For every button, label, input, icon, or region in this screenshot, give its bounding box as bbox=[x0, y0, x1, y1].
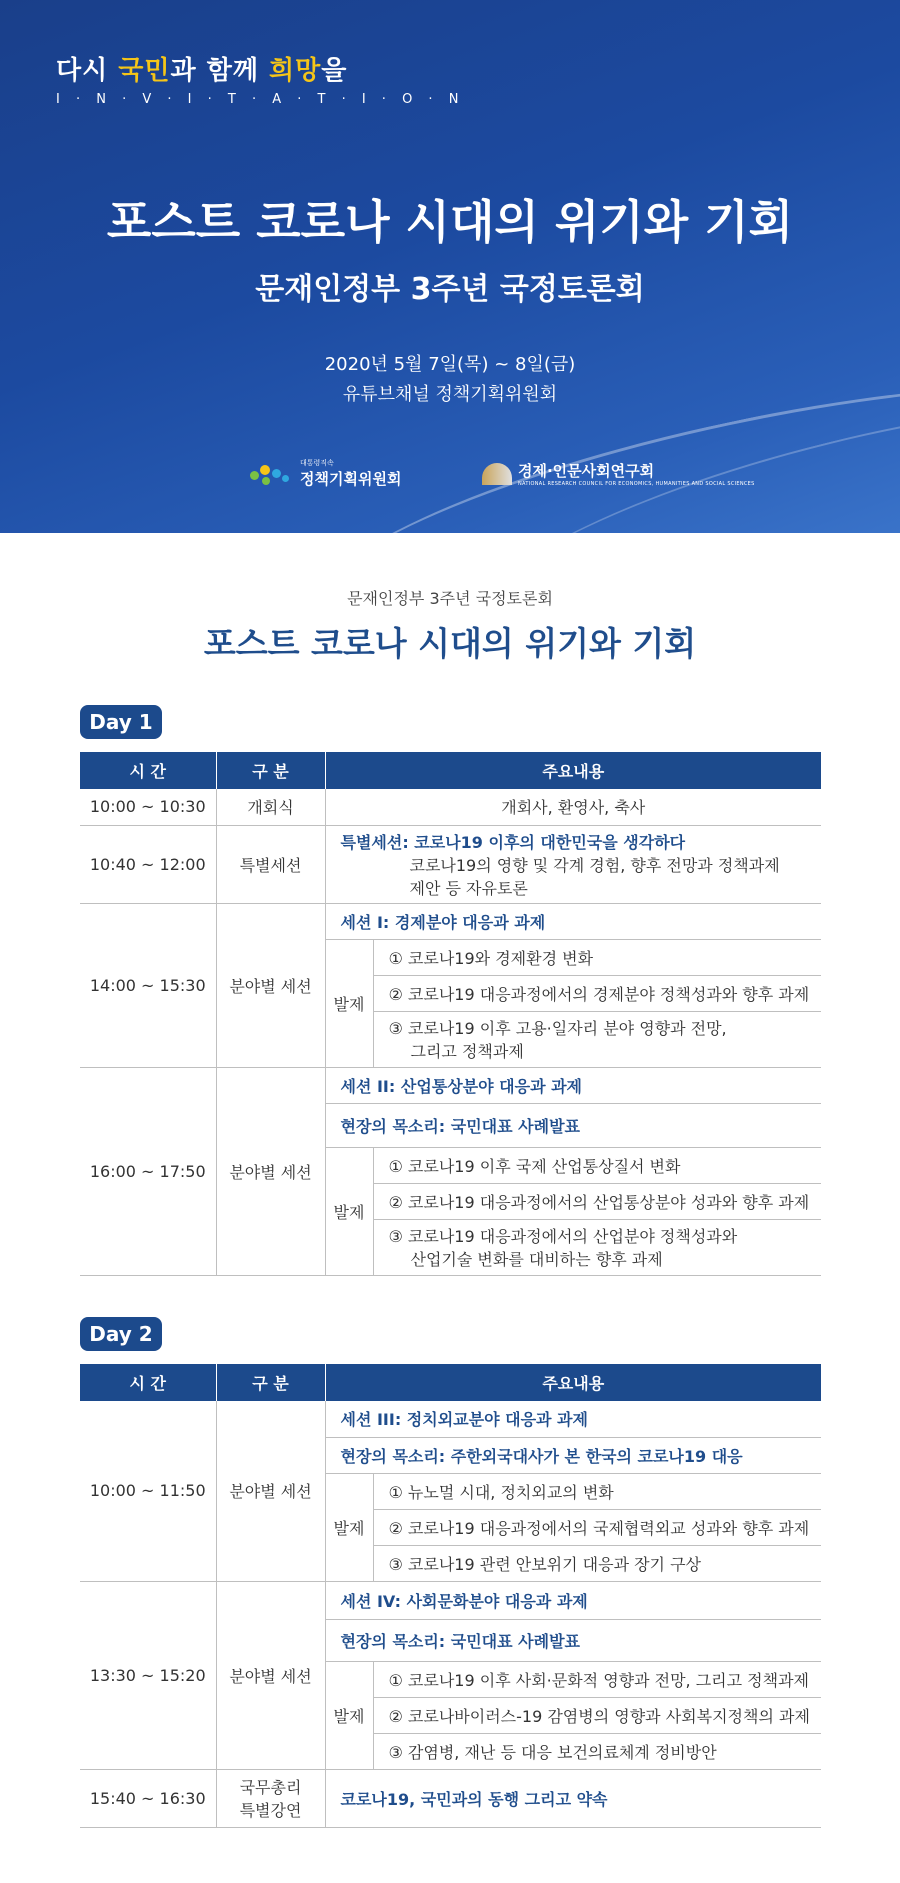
table-row bbox=[80, 1401, 821, 1437]
presentation-item: ① 코로나19와 경제환경 변화 bbox=[373, 939, 821, 975]
presentation-label: 발제 bbox=[325, 1661, 373, 1769]
presentation-label: 발제 bbox=[325, 1147, 373, 1275]
session-heading: 세션 III: 정치외교분야 대응과 과제 bbox=[325, 1401, 821, 1437]
section-subtitle: 문재인정부 3주년 국정토론회 bbox=[347, 589, 553, 608]
time-cell: 10:00 ~ 10:30 bbox=[80, 789, 216, 825]
presentation-item: ③ 코로나19 관련 안보위기 대응과 장기 구상 bbox=[373, 1545, 821, 1581]
table-header-row bbox=[80, 1364, 821, 1401]
day2-schedule-table bbox=[80, 1364, 821, 1828]
header-content: 주요내용 bbox=[325, 752, 821, 789]
category-cell: 특별세션 bbox=[216, 825, 325, 903]
table-row bbox=[80, 825, 821, 903]
event-date: 2020년 5월 7일(목) ~ 8일(금) bbox=[324, 354, 576, 375]
day1-badge: Day 1 bbox=[80, 705, 162, 739]
table-row bbox=[80, 789, 821, 825]
section-title: 포스트 코로나 시대의 위기와 기회 bbox=[203, 624, 697, 663]
presentation-item bbox=[373, 1011, 821, 1067]
category-cell: 분야별 세션 bbox=[216, 1067, 325, 1275]
presentation-item: ② 코로나19 대응과정에서의 경제분야 정책성과와 향후 과제 bbox=[373, 975, 821, 1011]
day2-badge: Day 2 bbox=[80, 1317, 162, 1351]
category-line: 특별강연 bbox=[239, 1801, 302, 1820]
voice-heading: 현장의 목소리: 국민대표 사례발표 bbox=[325, 1103, 821, 1147]
logo1-name: 정책기획위원회 bbox=[300, 470, 402, 488]
time-cell: 13:30 ~ 15:20 bbox=[80, 1581, 216, 1769]
table-row bbox=[80, 1067, 821, 1103]
table-row bbox=[80, 1769, 821, 1827]
category-cell: 개회식 bbox=[216, 789, 325, 825]
header-content: 주요내용 bbox=[325, 1364, 821, 1401]
session-heading: 코로나19, 국민과의 동행 그리고 약속 bbox=[325, 1769, 821, 1827]
time-cell: 10:40 ~ 12:00 bbox=[80, 825, 216, 903]
time-cell: 16:00 ~ 17:50 bbox=[80, 1067, 216, 1275]
invitation-text: I · N · V · I · T · A · T · I · O · N bbox=[56, 92, 465, 107]
content-cell: 개회사, 환영사, 축사 bbox=[325, 789, 821, 825]
table-row bbox=[80, 903, 821, 939]
header-category: 구 분 bbox=[216, 1364, 325, 1401]
item-line: 그리고 정책과제 bbox=[410, 1042, 524, 1061]
presentation-item bbox=[373, 1219, 821, 1275]
presentation-item: ① 코로나19 이후 국제 산업통상질서 변화 bbox=[373, 1147, 821, 1183]
session-heading: 세션 IV: 사회문화분야 대응과 과제 bbox=[325, 1581, 821, 1619]
presentation-item: ② 코로나바이러스-19 감염병의 영향과 사회복지정책의 과제 bbox=[373, 1697, 821, 1733]
voice-heading: 현장의 목소리: 주한외국대사가 본 한국의 코로나19 대응 bbox=[325, 1437, 821, 1473]
nrc-logo-icon bbox=[482, 463, 512, 485]
presentation-item: ② 코로나19 대응과정에서의 국제협력외교 성과와 향후 과제 bbox=[373, 1509, 821, 1545]
presentation-item: ③ 감염병, 재난 등 대응 보건의료체계 정비방안 bbox=[373, 1733, 821, 1769]
item-line: ③ 코로나19 대응과정에서의 산업분야 정책성과와 bbox=[388, 1227, 738, 1246]
category-cell: 분야별 세션 bbox=[216, 903, 325, 1067]
banner-subtitle: 문재인정부 3주년 국정토론회 bbox=[255, 272, 645, 307]
session-heading: 세션 I: 경제분야 대응과 과제 bbox=[325, 903, 821, 939]
logo1-small-text: 대통령직속 bbox=[300, 459, 334, 467]
slogan: 다시 국민과 함께 희망을 bbox=[56, 56, 348, 86]
time-cell: 10:00 ~ 11:50 bbox=[80, 1401, 216, 1581]
presentation-item: ① 코로나19 이후 사회·문화적 영향과 전망, 그리고 정책과제 bbox=[373, 1661, 821, 1697]
table-row bbox=[80, 1581, 821, 1619]
header-time: 시 간 bbox=[80, 752, 216, 789]
presentation-item: ① 뉴노멀 시대, 정치외교의 변화 bbox=[373, 1473, 821, 1509]
logo2-name: 경제·인문사회연구회 bbox=[518, 462, 655, 480]
category-cell: 분야별 세션 bbox=[216, 1581, 325, 1769]
item-line: 산업기술 변화를 대비하는 향후 과제 bbox=[410, 1250, 663, 1269]
category-cell: 분야별 세션 bbox=[216, 1401, 325, 1581]
banner-title: 포스트 코로나 시대의 위기와 기회 bbox=[106, 195, 794, 249]
table-header-row bbox=[80, 752, 821, 789]
invitation-banner bbox=[0, 0, 900, 533]
pcpp-logo bbox=[250, 458, 401, 489]
day1-schedule-table bbox=[80, 752, 821, 1276]
session-heading: 세션 II: 산업통상분야 대응과 과제 bbox=[325, 1067, 821, 1103]
dots-logo-icon bbox=[250, 459, 294, 489]
voice-heading: 현장의 목소리: 국민대표 사례발표 bbox=[325, 1619, 821, 1661]
logo2-small-text: NATIONAL RESEARCH COUNCIL FOR ECONOMICS, HUMANITIES AND SOCIAL SCIENCES bbox=[518, 481, 755, 487]
content-line: 제안 등 자유토론 bbox=[409, 878, 528, 898]
time-cell: 14:00 ~ 15:30 bbox=[80, 903, 216, 1067]
header-category: 구 분 bbox=[216, 752, 325, 789]
time-cell: 15:40 ~ 16:30 bbox=[80, 1769, 216, 1827]
header-time: 시 간 bbox=[80, 1364, 216, 1401]
content-cell bbox=[325, 825, 821, 903]
session-heading: 특별세션: 코로나19 이후의 대한민국을 생각하다 bbox=[340, 832, 686, 852]
presentation-item: ② 코로나19 대응과정에서의 산업통상분야 성과와 향후 과제 bbox=[373, 1183, 821, 1219]
category-line: 국무총리 bbox=[239, 1778, 302, 1797]
presentation-label: 발제 bbox=[325, 939, 373, 1067]
content-line: 코로나19의 영향 및 각계 경험, 향후 전망과 정책과제 bbox=[409, 855, 780, 875]
event-venue: 유튜브채널 정책기획위원회 bbox=[342, 384, 558, 405]
presentation-label: 발제 bbox=[325, 1473, 373, 1581]
item-line: ③ 코로나19 이후 고용·일자리 분야 영향과 전망, bbox=[388, 1019, 727, 1038]
category-cell bbox=[216, 1769, 325, 1827]
nrc-logo bbox=[482, 460, 755, 487]
